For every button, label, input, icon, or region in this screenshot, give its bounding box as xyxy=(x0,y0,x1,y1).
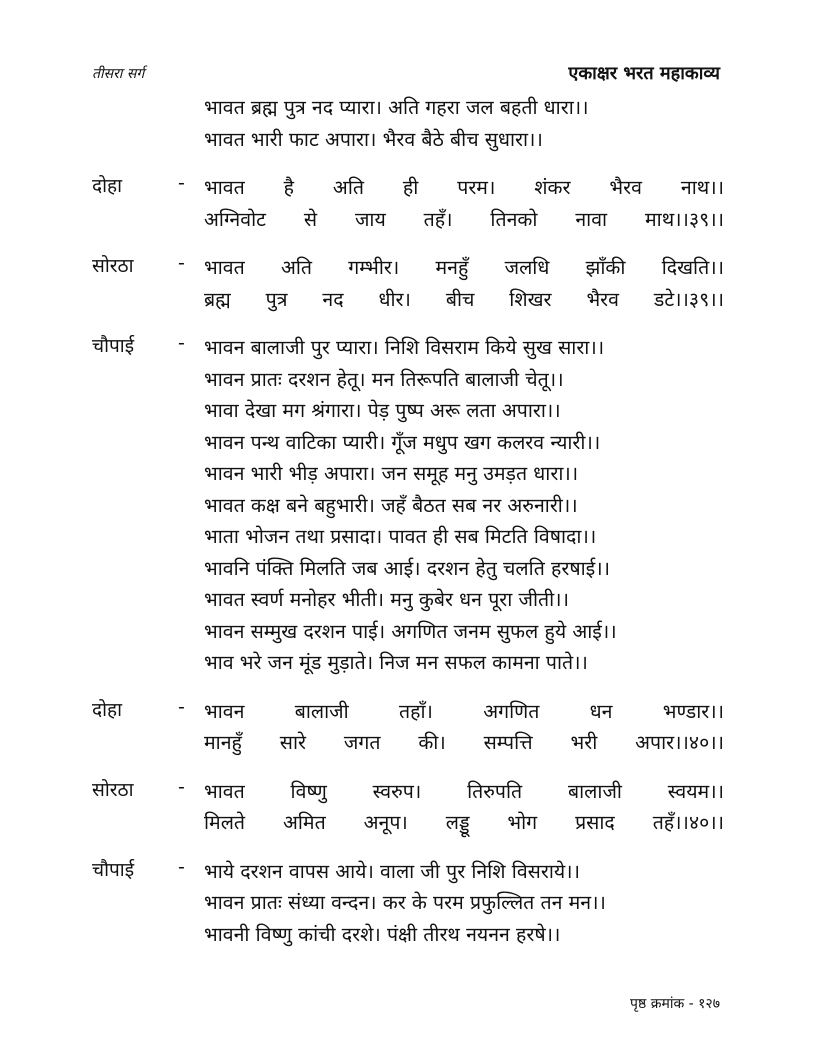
stanza xyxy=(92,92,724,155)
verse-line: भावत विष्णु स्वरुप। तिरुपति बालाजी स्वयम।। xyxy=(204,779,724,803)
verse-line: भावत कक्ष बने बहुभारी। जहँ बैठत सब नर अरुनारी।। xyxy=(204,493,578,517)
verse-line: भावत भारी फाट अपारा। भैरव बैठे बीच सुधारा।। xyxy=(204,127,543,151)
verse-line: भावनि पंक्ति मिलति जब आई। दरशन हेतु चलति हरषाई।। xyxy=(204,556,611,580)
stanza-label: सोरठा xyxy=(92,778,134,801)
verse-line: भावत अति गम्भीर। मनहुँ जलधि झाँकी दिखति।। xyxy=(204,256,724,279)
stanza-dash: - xyxy=(178,855,185,878)
stanza-dash: - xyxy=(178,695,185,718)
verse-line: ब्रह्म पुत्र नद धीर। बीच शिखर भैरव डटे।।३९।। xyxy=(204,287,724,311)
chapter-title: तीसरा सर्ग xyxy=(92,66,145,82)
stanza-label: चौपाई xyxy=(92,858,135,881)
stanza xyxy=(92,332,724,679)
stanza-label: दोहा xyxy=(92,175,123,197)
stanza-dash: - xyxy=(178,332,185,354)
poem-body xyxy=(92,92,724,967)
stanza xyxy=(92,696,724,759)
verse-line: भावत है अति ही परम। शंकर भैरव नाथ।। xyxy=(204,176,724,199)
verse-line: भावन भारी भीड़ अपारा। जन समूह मनु उमड़त धारा।। xyxy=(204,462,579,485)
stanza-dash: - xyxy=(178,775,185,798)
verse-line: भावन प्रातः संध्या वन्दन। कर के परम प्रफुल्लित तन मन।। xyxy=(204,891,606,914)
stanza xyxy=(92,856,724,951)
stanza xyxy=(92,776,724,839)
verse-line: मानहुँ सारे जगत की। सम्पत्ति भरी अपार।।४०।। xyxy=(204,731,724,754)
verse-line: भावत ब्रह्म पुत्र नद प्यारा। अति गहरा जल बहती धारा।। xyxy=(204,96,589,119)
stanza-dash: - xyxy=(178,252,185,274)
page-number: पृष्ठ क्रमांक - १२७ xyxy=(630,996,720,1012)
verse-line: भावन प्रातः दरशन हेतू। मन तिरूपति बालाजी चेतू।। xyxy=(204,367,564,391)
verse-line: भावन सम्मुख दरशन पाई। अगणित जनम सुफल हुये आई।। xyxy=(204,619,617,643)
verse-line: भाये दरशन वापस आये। वाला जी पुर निशि विसराये।। xyxy=(204,859,580,883)
verse-line: भावन पन्थ वाटिका प्यारी। गूँज मधुप खग कलरव न्यारी।। xyxy=(204,430,601,454)
verse-line: भावनी विष्णु कांची दरशे। पंक्षी तीरथ नयनन हरषे।। xyxy=(204,922,561,946)
verse-line: भाव भरे जन मूंड मुड़ाते। निज मन सफल कामना पाते।। xyxy=(204,651,588,674)
verse-line: भाता भोजन तथा प्रसादा। पावत ही सब मिटति विषादा।। xyxy=(204,525,597,548)
stanza xyxy=(92,172,724,235)
verse-line: भावा देखा मग श्रंगारा। पेड़ पुष्प अरू लता अपारा।। xyxy=(204,399,561,422)
book-title: एकाक्षर भरत महाकाव्य xyxy=(568,63,720,84)
verse-line: अग्निवोट से जाय तहँ। तिनको नावा माथ।।३९।। xyxy=(204,207,724,231)
stanza-label: दोहा xyxy=(92,698,123,721)
stanza-label: चौपाई xyxy=(92,335,135,357)
stanza xyxy=(92,252,724,315)
verse-line: भावन बालाजी पुर प्यारा। निशि विसराम किये सुख सारा।। xyxy=(204,336,605,359)
verse-line: भावत स्वर्ण मनोहर भीती। मनु कुबेर धन पूरा जीती।। xyxy=(204,588,569,611)
verse-line: मिलते अमित अनूप। लड्डू भोग प्रसाद तहँ।।४०।। xyxy=(204,811,724,834)
verse-line: भावन बालाजी तहाँ। अगणित धन भण्डार।। xyxy=(204,699,724,723)
stanza-dash: - xyxy=(178,172,185,194)
stanza-label: सोरठा xyxy=(92,255,134,277)
